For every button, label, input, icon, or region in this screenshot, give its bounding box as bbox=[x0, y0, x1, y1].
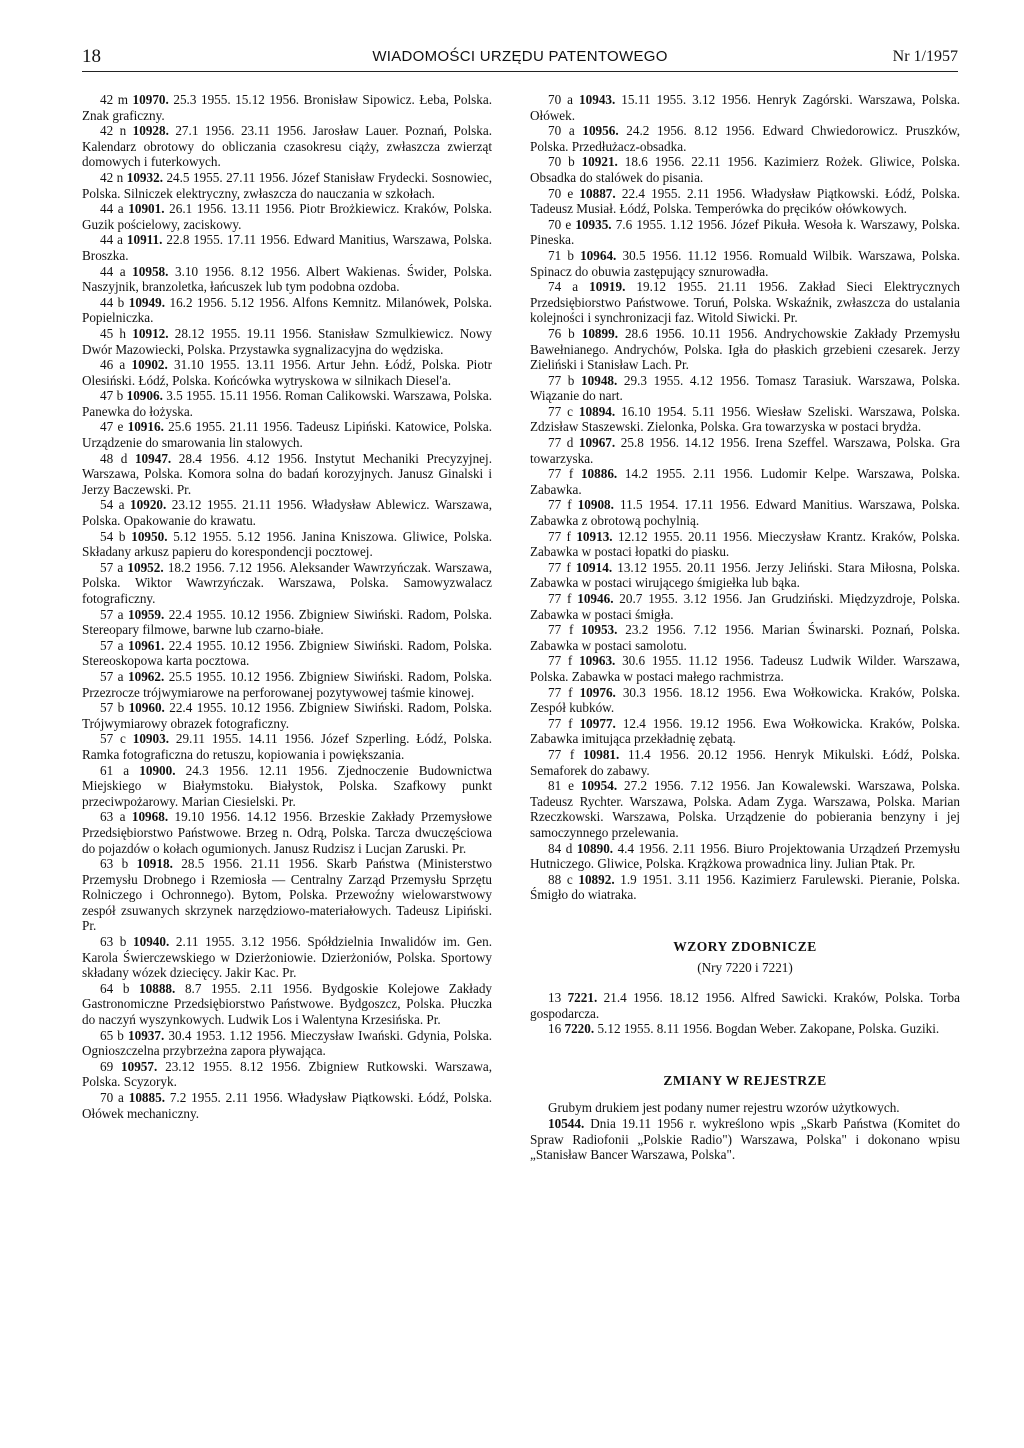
entry-class: 57 a bbox=[100, 559, 128, 575]
entry-class: 77 f bbox=[548, 715, 580, 731]
entry-class: 77 f bbox=[548, 653, 580, 669]
patent-entry bbox=[82, 560, 492, 607]
entry-number: 10913. bbox=[576, 528, 613, 544]
patent-entry bbox=[530, 622, 960, 653]
patent-entry bbox=[530, 186, 960, 217]
entry-text: 24.2 1956. 8.12 1956. Edward Chwiedorowicz. Pruszków, Polska. Przedłużacz-obsadka. bbox=[530, 123, 960, 154]
patent-entry bbox=[82, 856, 492, 934]
entry-number: 10949. bbox=[128, 294, 165, 310]
entry-text: 22.4 1955. 10.12 1956. Zbigniew Siwiński. Radom, Polska. Trójwymiarowy obrazek fotograficzny. bbox=[82, 700, 492, 731]
entry-number: 10928. bbox=[132, 123, 169, 139]
patent-entry bbox=[82, 1090, 492, 1121]
designs-entries bbox=[530, 990, 960, 1037]
entry-text: 24.3 1956. 12.11 1956. Zjednoczenie Budownictwa Miejskiego w Białymstoku. Białystok, Polska. Szafkowy punkt przeciwpożarowy. Marian Ciesielski. Pr. bbox=[82, 762, 492, 809]
patent-entry bbox=[82, 419, 492, 450]
entry-number: 10946. bbox=[577, 591, 614, 606]
patent-entry bbox=[82, 669, 492, 700]
entry-text: 5.12 1955. 8.11 1956. Bogdan Weber. Zakopane, Polska. Guziki. bbox=[594, 1021, 940, 1037]
patent-entry bbox=[82, 232, 492, 263]
entry-number: 10894. bbox=[578, 403, 616, 419]
entry-text: 7.6 1955. 1.12 1956. Józef Pikuła. Wesoła k. Warszawy, Polska. Pineska. bbox=[530, 216, 960, 248]
patent-entry bbox=[82, 638, 492, 669]
patent-entry bbox=[82, 295, 492, 326]
patent-entry bbox=[82, 1028, 492, 1059]
patent-entry bbox=[82, 497, 492, 528]
entry-class: 42 m bbox=[100, 92, 133, 107]
entry-class: 57 a bbox=[100, 668, 128, 684]
register-entry bbox=[530, 1116, 960, 1163]
entry-number: 10901. bbox=[128, 201, 165, 217]
entry-number: 10937. bbox=[128, 1027, 165, 1043]
patent-entry bbox=[530, 841, 960, 872]
entry-class: 77 f bbox=[548, 622, 582, 638]
entry-number: 10887. bbox=[579, 185, 616, 201]
entry-text: 21.4 1956. 18.12 1956. Alfred Sawicki. Kraków, Polska. Torba gospodarcza. bbox=[530, 990, 961, 1021]
entry-number: 10976. bbox=[579, 684, 616, 700]
entry-number: 10916. bbox=[127, 419, 164, 435]
entry-number: 10952. bbox=[127, 559, 164, 575]
entry-text: 31.10 1955. 13.11 1956. Artur Jehn. Łódź, Polska. Piotr Olesiński. Łódź, Polska. Końcówka wytryskowa w silnikach Diesel'a. bbox=[82, 357, 492, 388]
journal-title: WIADOMOŚCI URZĘDU PATENTOWEGO bbox=[372, 48, 668, 65]
entry-number: 10954. bbox=[580, 778, 618, 794]
register-entries bbox=[530, 1116, 960, 1163]
entry-number: 10888. bbox=[139, 980, 176, 996]
entry-number: 10943. bbox=[579, 92, 616, 107]
entry-number: 10967. bbox=[578, 435, 616, 451]
entry-text: 25.8 1956. 14.12 1956. Irena Szeffel. Warszawa, Polska. Gra towarzyska. bbox=[530, 435, 960, 466]
header-rule bbox=[82, 71, 958, 72]
entry-class: 88 c bbox=[548, 871, 579, 887]
entry-class: 45 h bbox=[100, 325, 133, 341]
entry-number: 10959. bbox=[128, 606, 165, 622]
entry-class: 44 a bbox=[100, 263, 133, 279]
patent-entry bbox=[82, 731, 492, 762]
entry-class: 47 e bbox=[100, 419, 128, 435]
entry-class: 70 e bbox=[548, 216, 576, 232]
entry-class: 54 b bbox=[100, 528, 132, 544]
entry-number: 10947. bbox=[134, 450, 172, 466]
entry-number: 10911. bbox=[126, 232, 163, 248]
entry-text: 20.7 1955. 3.12 1956. Jan Grudziński. Międzyzdroje, Polska. Zabawka w postaci śmigła. bbox=[530, 591, 960, 622]
patent-entry bbox=[530, 653, 960, 684]
patent-entry bbox=[82, 700, 492, 731]
entry-text: 16.10 1954. 5.11 1956. Wiesław Szeliski. Warszawa, Polska. Zdzisław Staszewski. Zielonka, Polska. Gra towarzyska w postaci brydża. bbox=[530, 403, 961, 435]
patent-entry bbox=[82, 326, 492, 357]
entry-number: 10918. bbox=[136, 856, 173, 872]
entry-number: 10886. bbox=[580, 466, 618, 482]
entry-number: 10962. bbox=[128, 668, 165, 684]
entry-text: 11.4 1956. 20.12 1956. Henryk Mikulski. Łódź, Polska. Semaforek do zabawy. bbox=[530, 746, 960, 778]
entry-text: 19.10 1956. 14.12 1956. Brzeskie Zakłady Przemysłowe Przedsiębiorstwo Państwowe. Brzeg n. Odrą, Polska. Tarcza dwuczęściowa do pojazdów o kołach ogumionych. Janusz Rudzisz i Lucjan Zaruski. Pr. bbox=[82, 809, 492, 856]
entry-text: 15.11 1955. 3.12 1956. Henryk Zagórski. Warszawa, Polska. Ołówek. bbox=[530, 92, 960, 123]
entry-number: 10903. bbox=[132, 731, 169, 747]
patent-entry bbox=[82, 123, 492, 170]
patent-entry bbox=[82, 92, 492, 123]
entry-class: 57 a bbox=[100, 637, 128, 653]
entry-number: 10953. bbox=[581, 622, 618, 638]
patent-entry bbox=[82, 170, 492, 201]
left-column bbox=[82, 92, 492, 1121]
entry-text: 22.4 1955. 2.11 1956. Władysław Piątkowski. Łódź, Polska. Tadeusz Musiał. Łódź, Polska. Temperówka do pręcików ołówkowych. bbox=[530, 185, 960, 217]
patent-entry bbox=[530, 497, 960, 528]
entry-text: 12.4 1956. 19.12 1956. Ewa Wołkowicka. Kraków, Polska. Zabawka imitująca przekładnię zębatą. bbox=[530, 715, 960, 747]
patent-entry bbox=[530, 778, 960, 840]
entry-text: 22.8 1955. 17.11 1956. Edward Manitius, Warszawa, Polska. Broszka. bbox=[82, 232, 492, 263]
entry-text: 30.5 1956. 11.12 1956. Romuald Wilbik. Warszawa, Polska. Spinacz do obuwia zastępujący sznurowadła. bbox=[530, 247, 960, 279]
entry-class: 76 b bbox=[548, 325, 582, 341]
entry-number: 10940. bbox=[133, 934, 170, 950]
patent-entry bbox=[82, 529, 492, 560]
entry-number: 10885. bbox=[128, 1090, 165, 1105]
patent-entry bbox=[530, 591, 960, 622]
entry-text: Dnia 19.11 1956 r. wykreślono wpis „Skarb Państwa (Komitet do Spraw Radiofonii „Polskie Radio") Warszawa, Polska" i dokonano wpisu „Stanisław Bancer Warszawa, Polska". bbox=[530, 1116, 960, 1163]
entry-number: 10892. bbox=[578, 871, 615, 887]
design-entry bbox=[530, 1021, 960, 1037]
entry-number: 10981. bbox=[583, 746, 620, 762]
patent-entry bbox=[82, 264, 492, 295]
entry-number: 7221. bbox=[567, 990, 598, 1006]
entry-class: 47 b bbox=[100, 388, 127, 404]
patent-entry bbox=[530, 154, 960, 185]
entry-class: 77 d bbox=[548, 435, 579, 451]
entry-class: 70 a bbox=[548, 123, 583, 139]
entry-number: 7220. bbox=[564, 1021, 595, 1037]
entry-class: 63 b bbox=[100, 856, 137, 872]
entry-class: 63 a bbox=[100, 809, 132, 825]
entry-number: 10920. bbox=[130, 497, 167, 513]
patent-entry bbox=[82, 357, 492, 388]
patent-entry bbox=[530, 92, 960, 123]
entry-class: 84 d bbox=[548, 840, 577, 856]
entry-text: 12.12 1955. 20.11 1956. Mieczysław Krantz. Kraków, Polska. Zabawka w postaci łopatki do piasku. bbox=[530, 528, 960, 560]
entry-text: 29.11 1955. 14.11 1956. Józef Szperling. Łódź, Polska. Ramka fotograficzna do retuszu, kopiowania i powiększania. bbox=[82, 731, 492, 762]
entry-class: 69 bbox=[100, 1058, 122, 1074]
page-header bbox=[82, 46, 958, 74]
entry-class: 77 c bbox=[548, 403, 579, 419]
entry-class: 46 a bbox=[100, 357, 132, 373]
patent-entry bbox=[82, 1059, 492, 1090]
entry-text: 22.4 1955. 10.12 1956. Zbigniew Siwiński. Radom, Polska. Stereoskopowa karta pocztowa. bbox=[82, 637, 493, 669]
entry-number: 10919. bbox=[589, 279, 626, 295]
entry-number: 10961. bbox=[128, 637, 165, 653]
patent-entry bbox=[530, 435, 960, 466]
entry-text: 11.5 1954. 17.11 1956. Edward Manitius. Warszawa, Polska. Zabawka z obrotową pochylnią. bbox=[530, 497, 960, 529]
entry-text: 18.6 1956. 22.11 1956. Kazimierz Rożek. Gliwice, Polska. Obsadka do stalówek do pisania. bbox=[530, 154, 961, 185]
entry-number: 10899. bbox=[581, 325, 618, 341]
entry-class: 70 b bbox=[548, 154, 582, 170]
entry-text: 23.12 1955. 21.11 1956. Władysław Ablewicz. Warszawa, Polska. Opakowanie do krawatu. bbox=[82, 497, 493, 529]
right-column bbox=[530, 92, 960, 1163]
entry-number: 10950. bbox=[131, 528, 168, 544]
patent-entry bbox=[530, 685, 960, 716]
entry-text: 24.5 1955. 27.11 1956. Józef Stanisław Frydecki. Sosnowiec, Polska. Silniczek elektryczny, zwłaszcza do nauczania w szkołach. bbox=[82, 169, 493, 201]
entry-number: 10963. bbox=[579, 653, 616, 669]
design-entry bbox=[530, 990, 960, 1021]
entry-class: 61 a bbox=[100, 762, 140, 778]
entry-number: 10968. bbox=[131, 809, 169, 825]
entry-text: 30.3 1956. 18.12 1956. Ewa Wołkowicka. Kraków, Polska. Zespół kubków. bbox=[530, 684, 960, 716]
entry-text: 3.10 1956. 8.12 1956. Albert Wakienas. Świder, Polska. Naszyjnik, branzoletka, łańcuszek lub tym podobna ozdoba. bbox=[82, 263, 492, 295]
entry-number: 10957. bbox=[121, 1058, 158, 1074]
entry-number: 10900. bbox=[139, 762, 176, 778]
entry-text: 5.12 1955. 5.12 1956. Janina Kniszowa. Gliwice, Polska. Składany arkusz papieru do korespondencji pocztowej. bbox=[82, 528, 493, 560]
entry-class: 44 b bbox=[100, 294, 129, 310]
issue-number: Nr 1/1957 bbox=[892, 48, 958, 65]
entry-number: 10914. bbox=[575, 559, 613, 575]
entry-number: 10958. bbox=[132, 263, 169, 279]
patent-entry bbox=[530, 872, 960, 903]
entry-class: 77 f bbox=[548, 746, 584, 762]
entry-text: 2.11 1955. 3.12 1956. Spółdzielnia Inwalidów im. Gen. Karola Świerczewskiego w Dzierżoniowie. Dzierżoniów, Polska. Sportowy składany wózek dziecięcy. Jakir Kac. Pr. bbox=[82, 934, 493, 981]
entry-text: 30.6 1955. 11.12 1956. Tadeusz Ludwik Wilder. Warszawa, Polska. Zabawka w postaci małego rachmistrza. bbox=[530, 653, 960, 684]
entry-text: 1.9 1951. 3.11 1956. Kazimierz Farulewski. Pieranie, Polska. Śmigło do wiatraka. bbox=[530, 871, 960, 903]
entry-class: 77 b bbox=[548, 372, 582, 388]
right-entries bbox=[530, 92, 960, 903]
entry-number: 10932. bbox=[126, 169, 163, 185]
entry-number: 10921. bbox=[581, 154, 618, 170]
entry-text: 25.3 1955. 15.12 1956. Bronisław Sipowicz. Łeba, Polska. Znak graficzny. bbox=[82, 92, 492, 123]
entry-number: 10908. bbox=[577, 497, 614, 513]
entry-text: 25.6 1955. 21.11 1956. Tadeusz Lipiński. Katowice, Polska. Urządzenie do smarowania lin stalowych. bbox=[82, 419, 492, 451]
entry-number: 10977. bbox=[579, 715, 616, 731]
entry-class: 70 a bbox=[100, 1090, 129, 1105]
entry-class: 77 f bbox=[548, 559, 576, 575]
entry-number: 10970. bbox=[132, 92, 169, 107]
entry-number: 10935. bbox=[575, 216, 612, 232]
patent-entry bbox=[530, 716, 960, 747]
entry-class: 65 b bbox=[100, 1027, 128, 1043]
entry-text: 27.2 1956. 7.12 1956. Jan Kowalewski. Warszawa, Polska. Tadeusz Rychter. Warszawa, Polska. Adam Zyga. Warszawa, Polska. Marian Rzeczkowski. Warszawa, Polska. Urządzenie do pobierania benzyny i jej samoczynnego przelewania. bbox=[530, 778, 960, 840]
entry-class: 77 f bbox=[548, 466, 581, 482]
designs-section-subtitle: (Nry 7220 i 7221) bbox=[697, 960, 793, 976]
patent-entry bbox=[82, 201, 492, 232]
entry-text: 4.4 1956. 2.11 1956. Biuro Projektowania Urządzeń Przemysłu Hutniczego. Gliwice, Polska. Krążkowa prowadnica liny. Julian Ptak. Pr. bbox=[530, 840, 960, 872]
patent-entry bbox=[530, 217, 960, 248]
entry-text: 23.2 1956. 7.12 1956. Marian Świnarski. Poznań, Polska. Zabawka w postaci samolotu. bbox=[530, 622, 960, 653]
entry-class: 77 f bbox=[548, 684, 580, 700]
entry-class: 74 a bbox=[548, 279, 590, 295]
entry-class: 70 e bbox=[548, 185, 580, 201]
entry-class: 13 bbox=[548, 990, 568, 1006]
patent-entry bbox=[530, 279, 960, 326]
entry-class: 71 b bbox=[548, 247, 581, 263]
entry-text: 16.2 1956. 5.12 1956. Alfons Kemnitz. Milanówek, Polska. Popielniczka. bbox=[82, 294, 492, 326]
patent-entry bbox=[82, 934, 492, 981]
entry-class: 70 a bbox=[548, 92, 580, 107]
patent-entry bbox=[82, 388, 492, 419]
patent-entry bbox=[82, 607, 492, 638]
entry-text: 28.5 1956. 21.11 1956. Skarb Państwa (Ministerstwo Przemysłu Drobnego i Rzemiosła — Centralny Zarząd Przemysłu Sprzętu Rolniczego i Ochronnego). Bytom, Polska. Przewoźny wielowarstwowy zespół zsuwanych skrzynek narzędziowo-materiałowych. Tadeusz Lipiński. Pr. bbox=[82, 856, 492, 934]
patent-entry bbox=[530, 248, 960, 279]
entry-class: 42 n bbox=[100, 123, 133, 139]
entry-text: 27.1 1956. 23.11 1956. Jarosław Lauer. Poznań, Polska. Kalendarz obrotowy do obliczania czasokresu ciąży, zwłaszcza zwierząt domowych i futerkowych. bbox=[82, 123, 492, 170]
entry-class: 77 f bbox=[548, 528, 577, 544]
entry-number: 10902. bbox=[131, 357, 168, 373]
entry-class: 57 a bbox=[100, 606, 128, 622]
entry-number: 10544. bbox=[548, 1116, 585, 1132]
entry-class: 64 b bbox=[100, 980, 140, 996]
patent-entry bbox=[82, 809, 492, 856]
entry-number: 10956. bbox=[582, 123, 619, 139]
entry-text: 8.7 1955. 2.11 1956. Bydgoskie Kolejowe Zakłady Gastronomiczne Przedsiębiorstwo Państwowe. Bydgoszcz, Polska. Płuczka do naczyń wyszynkowych. Ludwik Los i Walentyna Krzesińska. Pr. bbox=[82, 980, 493, 1028]
entry-text: 28.4 1956. 4.12 1956. Instytut Mechaniki Precyzyjnej. Warszawa, Polska. Komora solna do badań korozyjnych. Janusz Ginalski i Jerzy Baczewski. Pr. bbox=[82, 450, 492, 497]
entry-text: 19.12 1955. 21.11 1956. Zakład Sieci Elektrycznych Przedsiębiorstwo Państwowe. Toruń, Polska. Wskaźnik, zwłaszcza do ustalania kolejności i synchronizacji faz. Witold Siwicki. Pr. bbox=[530, 279, 960, 326]
patent-entry bbox=[82, 981, 492, 1028]
page-number: 18 bbox=[82, 46, 101, 67]
entry-text: 23.12 1955. 8.12 1956. Zbigniew Rutkowski. Warszawa, Polska. Scyzoryk. bbox=[82, 1058, 493, 1090]
entry-text: 25.5 1955. 10.12 1956. Zbigniew Siwiński. Radom, Polska. Przezrocze trójwymiarowe na perforowanej pozytywowej taśmie kinowej. bbox=[82, 668, 493, 700]
patent-entry bbox=[82, 763, 492, 810]
register-intro: Grubym drukiem jest podany numer rejestru wzorów użytkowych. bbox=[548, 1100, 900, 1116]
entry-text: 13.12 1955. 20.11 1956. Jerzy Jeliński. Stara Miłosna, Polska. Zabawka w postaci wirującego śmigiełka lub bąka. bbox=[530, 559, 960, 591]
entry-class: 48 d bbox=[100, 450, 135, 466]
entry-text: 3.5 1955. 15.11 1956. Roman Calikowski. Warszawa, Polska. Panewka do łożyska. bbox=[82, 388, 493, 419]
entry-text: 26.1 1956. 13.11 1956. Piotr Brożkiewicz. Kraków, Polska. Guzik pościelowy, zaciskowy. bbox=[82, 201, 492, 232]
entry-number: 10964. bbox=[580, 247, 617, 263]
patent-entry bbox=[530, 466, 960, 497]
patent-entry bbox=[530, 560, 960, 591]
entry-class: 42 n bbox=[100, 169, 127, 185]
entry-text: 29.3 1955. 4.12 1956. Tomasz Tarasiuk. Warszawa, Polska. Wiązanie do nart. bbox=[530, 372, 960, 404]
entry-class: 57 b bbox=[100, 700, 129, 716]
entry-class: 81 e bbox=[548, 778, 581, 794]
patent-entry bbox=[530, 529, 960, 560]
entry-class: 44 a bbox=[100, 201, 129, 217]
entry-text: 28.12 1955. 19.11 1956. Stanisław Szmulkiewicz. Nowy Dwór Mazowiecki, Polska. Przystawka sygnalizacyjna do wędziska. bbox=[82, 325, 492, 357]
patent-entry bbox=[82, 451, 492, 498]
entry-class: 77 f bbox=[548, 497, 578, 513]
entry-class: 77 f bbox=[548, 591, 578, 606]
entry-text: 14.2 1955. 2.11 1956. Ludomir Kelpe. Warszawa, Polska. Zabawka. bbox=[530, 466, 960, 497]
entry-number: 10948. bbox=[581, 372, 618, 388]
patent-entry bbox=[530, 123, 960, 154]
entry-text: 7.2 1955. 2.11 1956. Władysław Piątkowski. Łódź, Polska. Ołówek mechaniczny. bbox=[82, 1090, 493, 1121]
entry-text: 28.6 1956. 10.11 1956. Andrychowskie Zakłady Przemysłu Bawełnianego. Andrychów, Polska. Igła do płaskich grzebieni czesarek. Jerzy Zieliński i Stanisław Lach. Pr. bbox=[530, 325, 961, 373]
entry-class: 63 b bbox=[100, 934, 134, 950]
register-section-title: ZMIANY W REJESTRZE bbox=[663, 1072, 827, 1088]
entry-class: 44 a bbox=[100, 232, 127, 248]
entry-class: 57 c bbox=[100, 731, 133, 747]
entry-class: 54 a bbox=[100, 497, 131, 513]
patent-entry bbox=[530, 747, 960, 778]
entry-number: 10890. bbox=[576, 840, 614, 856]
entry-class: 16 bbox=[548, 1021, 565, 1037]
patent-entry bbox=[530, 404, 960, 435]
entry-number: 10906. bbox=[126, 388, 163, 404]
entry-number: 10912. bbox=[132, 325, 169, 341]
entry-text: 30.4 1953. 1.12 1956. Mieczysław Iwański. Gdynia, Polska. Ognioszczelna przybrzeżna zapora pływająca. bbox=[82, 1027, 492, 1059]
designs-section-title: WZORY ZDOBNICZE bbox=[673, 938, 817, 954]
patent-entry bbox=[530, 326, 960, 373]
entry-number: 10960. bbox=[128, 700, 165, 716]
entry-text: 18.2 1956. 7.12 1956. Aleksander Wawrzyńczak. Warszawa, Polska. Wiktor Wawrzyńczak. Warszawa, Polska. Samowyzwalacz fotograficzny. bbox=[82, 559, 492, 606]
patent-entry bbox=[530, 373, 960, 404]
entry-text: 22.4 1955. 10.12 1956. Zbigniew Siwiński. Radom, Polska. Stereopary filmowe, barwne lub czarno-białe. bbox=[82, 606, 493, 638]
